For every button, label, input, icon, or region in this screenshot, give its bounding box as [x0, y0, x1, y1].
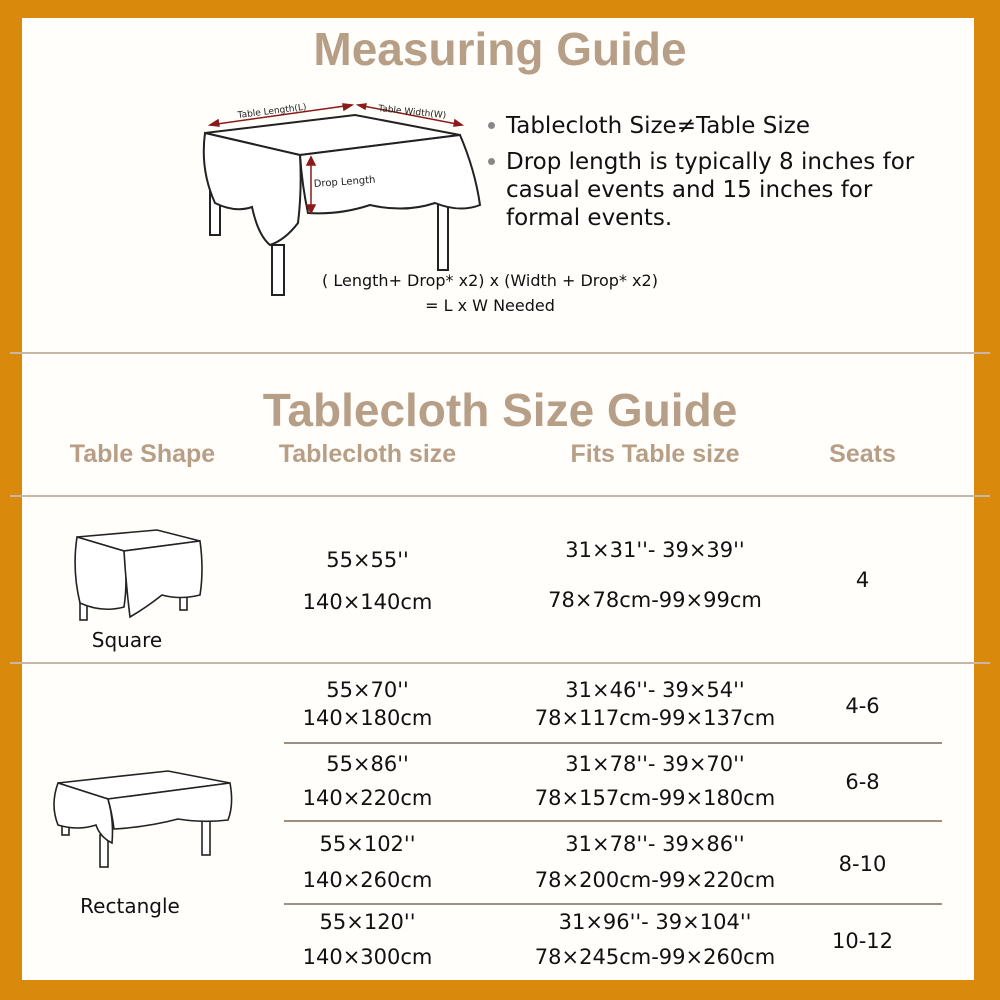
- row-divider: [284, 820, 942, 822]
- fits-cm: 78×157cm-99×180cm: [534, 786, 776, 810]
- square-fits-cm: 78×78cm-99×99cm: [548, 588, 762, 612]
- size-in: 55×86'': [326, 752, 409, 776]
- seats: 8-10: [838, 852, 887, 876]
- header-seats: Seats: [829, 440, 896, 468]
- measuring-guide-title: Measuring Guide: [313, 23, 687, 75]
- size-cm: 140×300cm: [302, 945, 433, 969]
- length-label: Table Length(L): [237, 102, 308, 121]
- measuring-notes: [488, 112, 928, 240]
- header-table-shape: Table Shape: [69, 440, 216, 468]
- header-fits-table-size: Fits Table size: [570, 440, 740, 468]
- square-fits-in: 31×31''- 39×39'': [565, 538, 745, 562]
- size-formula: [300, 268, 680, 318]
- seats: 6-8: [845, 770, 880, 794]
- note-item: Drop length is typically 8 inches for casual events and 15 inches for formal events.: [488, 148, 928, 232]
- fits-in: 31×78''- 39×70'': [565, 752, 745, 776]
- header-divider: [10, 495, 990, 497]
- square-table-icon: [62, 525, 212, 625]
- bullet-icon: [488, 158, 495, 165]
- row-divider: [284, 903, 942, 905]
- size-guide-title: Tablecloth Size Guide: [262, 384, 738, 436]
- fits-cm: 78×245cm-99×260cm: [534, 945, 776, 969]
- fits-cm: 78×117cm-99×137cm: [534, 706, 776, 730]
- size-cm: 140×180cm: [302, 706, 433, 730]
- size-in: 55×120'': [319, 910, 416, 934]
- formula-line-1: ( Length+ Drop* x2) x (Width + Drop* x2): [322, 271, 658, 290]
- width-label: Table Width(W): [377, 104, 447, 122]
- fits-in: 31×96''- 39×104'': [558, 910, 752, 934]
- formula-line-2: = L x W Needed: [425, 296, 555, 315]
- drop-label: Drop Length: [313, 174, 376, 190]
- bullet-icon: [488, 122, 495, 129]
- square-size-in: 55×55'': [326, 548, 409, 572]
- square-size-cm: 140×140cm: [302, 590, 433, 614]
- seats: 4-6: [845, 694, 880, 718]
- row-divider: [284, 742, 942, 744]
- fits-cm: 78×200cm-99×220cm: [534, 868, 776, 892]
- fits-in: 31×78''- 39×86'': [565, 832, 745, 856]
- note-item: Tablecloth Size≠Table Size: [488, 112, 928, 140]
- size-in: 55×70'': [326, 678, 409, 702]
- size-cm: 140×260cm: [302, 868, 433, 892]
- shape-rectangle-label: Rectangle: [80, 894, 180, 918]
- square-seats: 4: [855, 568, 870, 592]
- seats: 10-12: [831, 929, 894, 953]
- rectangle-table-icon: [48, 765, 238, 870]
- section-divider: [10, 352, 990, 354]
- size-in: 55×102'': [319, 832, 416, 856]
- square-divider: [10, 662, 990, 664]
- shape-square-label: Square: [91, 628, 163, 652]
- fits-in: 31×46''- 39×54'': [565, 678, 745, 702]
- header-tablecloth-size: Tablecloth size: [278, 440, 457, 468]
- size-cm: 140×220cm: [302, 786, 433, 810]
